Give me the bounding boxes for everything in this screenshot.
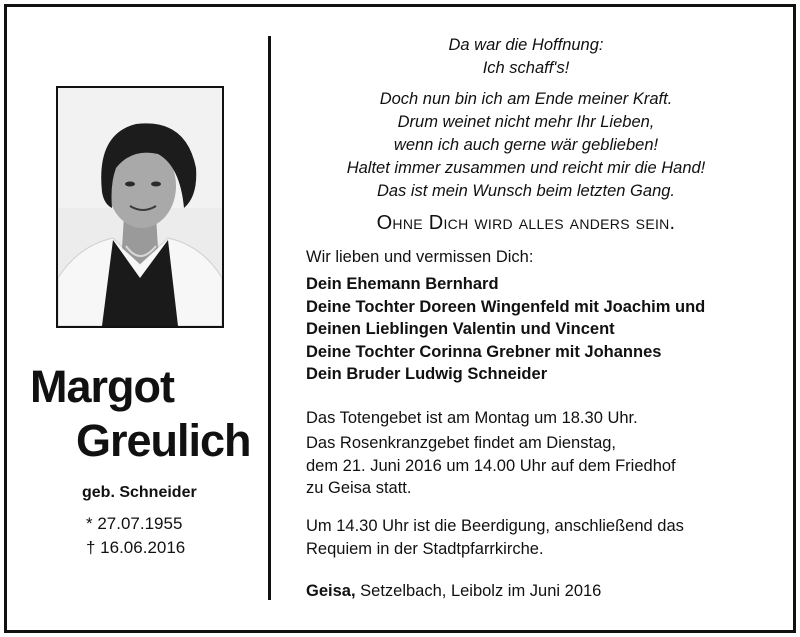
portrait-photo — [56, 86, 224, 328]
rosary-line: dem 21. Juni 2016 um 14.00 Uhr auf dem Friedhof — [306, 456, 676, 475]
mourners-intro: Wir lieben und vermissen Dich: — [306, 248, 534, 266]
poem-line: Haltet immer zusammen und reicht mir die Hand! — [346, 159, 706, 177]
mourners-list — [306, 273, 705, 386]
memorial-poem — [296, 34, 756, 203]
prayer-line: Das Totengebet ist am Montag um 18.30 Uhr. — [306, 409, 638, 427]
birth-date: * 27.07.1955 — [86, 514, 183, 533]
death-date: † 16.06.2016 — [86, 538, 186, 557]
motto-heading: Ohne Dich wird alles anders sein. — [376, 212, 676, 234]
funeral-notice — [306, 515, 684, 560]
funeral-line: Um 14.30 Uhr ist die Beerdigung, anschließend das — [306, 517, 684, 535]
place-and-date — [306, 582, 601, 601]
prayer-notice — [306, 407, 638, 430]
rosary-line: zu Geisa statt. — [306, 479, 412, 497]
mourner-entry: Deine Tochter Doreen Wingenfeld mit Joachim und — [306, 297, 706, 316]
rosary-line: Das Rosenkranzgebet findet am Dienstag, — [306, 434, 617, 452]
rosary-notice — [306, 432, 676, 500]
mourner-entry: Dein Bruder Ludwig Schneider — [306, 365, 548, 383]
funeral-line: Requiem in der Stadtpfarrkirche. — [306, 539, 544, 558]
maiden-name: geb. Schneider — [82, 484, 197, 501]
portrait-image — [58, 88, 222, 326]
column-divider — [268, 36, 271, 600]
mourner-entry: Deine Tochter Corinna Grebner mit Johannes — [306, 342, 662, 361]
poem-line: Das ist mein Wunsch beim letzten Gang. — [376, 182, 676, 200]
poem-line: Da war die Hoffnung: — [448, 36, 604, 54]
poem-line: wenn ich auch gerne wär geblieben! — [393, 136, 659, 154]
place-rest: Setzelbach, Leibolz im Juni 2016 — [355, 582, 602, 600]
poem-line: Ich schaff's! — [482, 59, 570, 77]
poem-line: Doch nun bin ich am Ende meiner Kraft. — [379, 90, 673, 108]
deceased-last-name: Greulich — [76, 415, 251, 466]
poem-stanza-2 — [296, 88, 756, 203]
mourner-entry: Dein Ehemann Bernhard — [306, 275, 499, 293]
mourner-entry: Deinen Lieblingen Valentin und Vincent — [306, 320, 615, 338]
poem-line: Drum weinet nicht mehr Ihr Lieben, — [397, 113, 655, 131]
deceased-first-name: Margot — [30, 361, 174, 412]
poem-stanza-1 — [296, 34, 756, 80]
place-town: Geisa, — [306, 582, 356, 600]
